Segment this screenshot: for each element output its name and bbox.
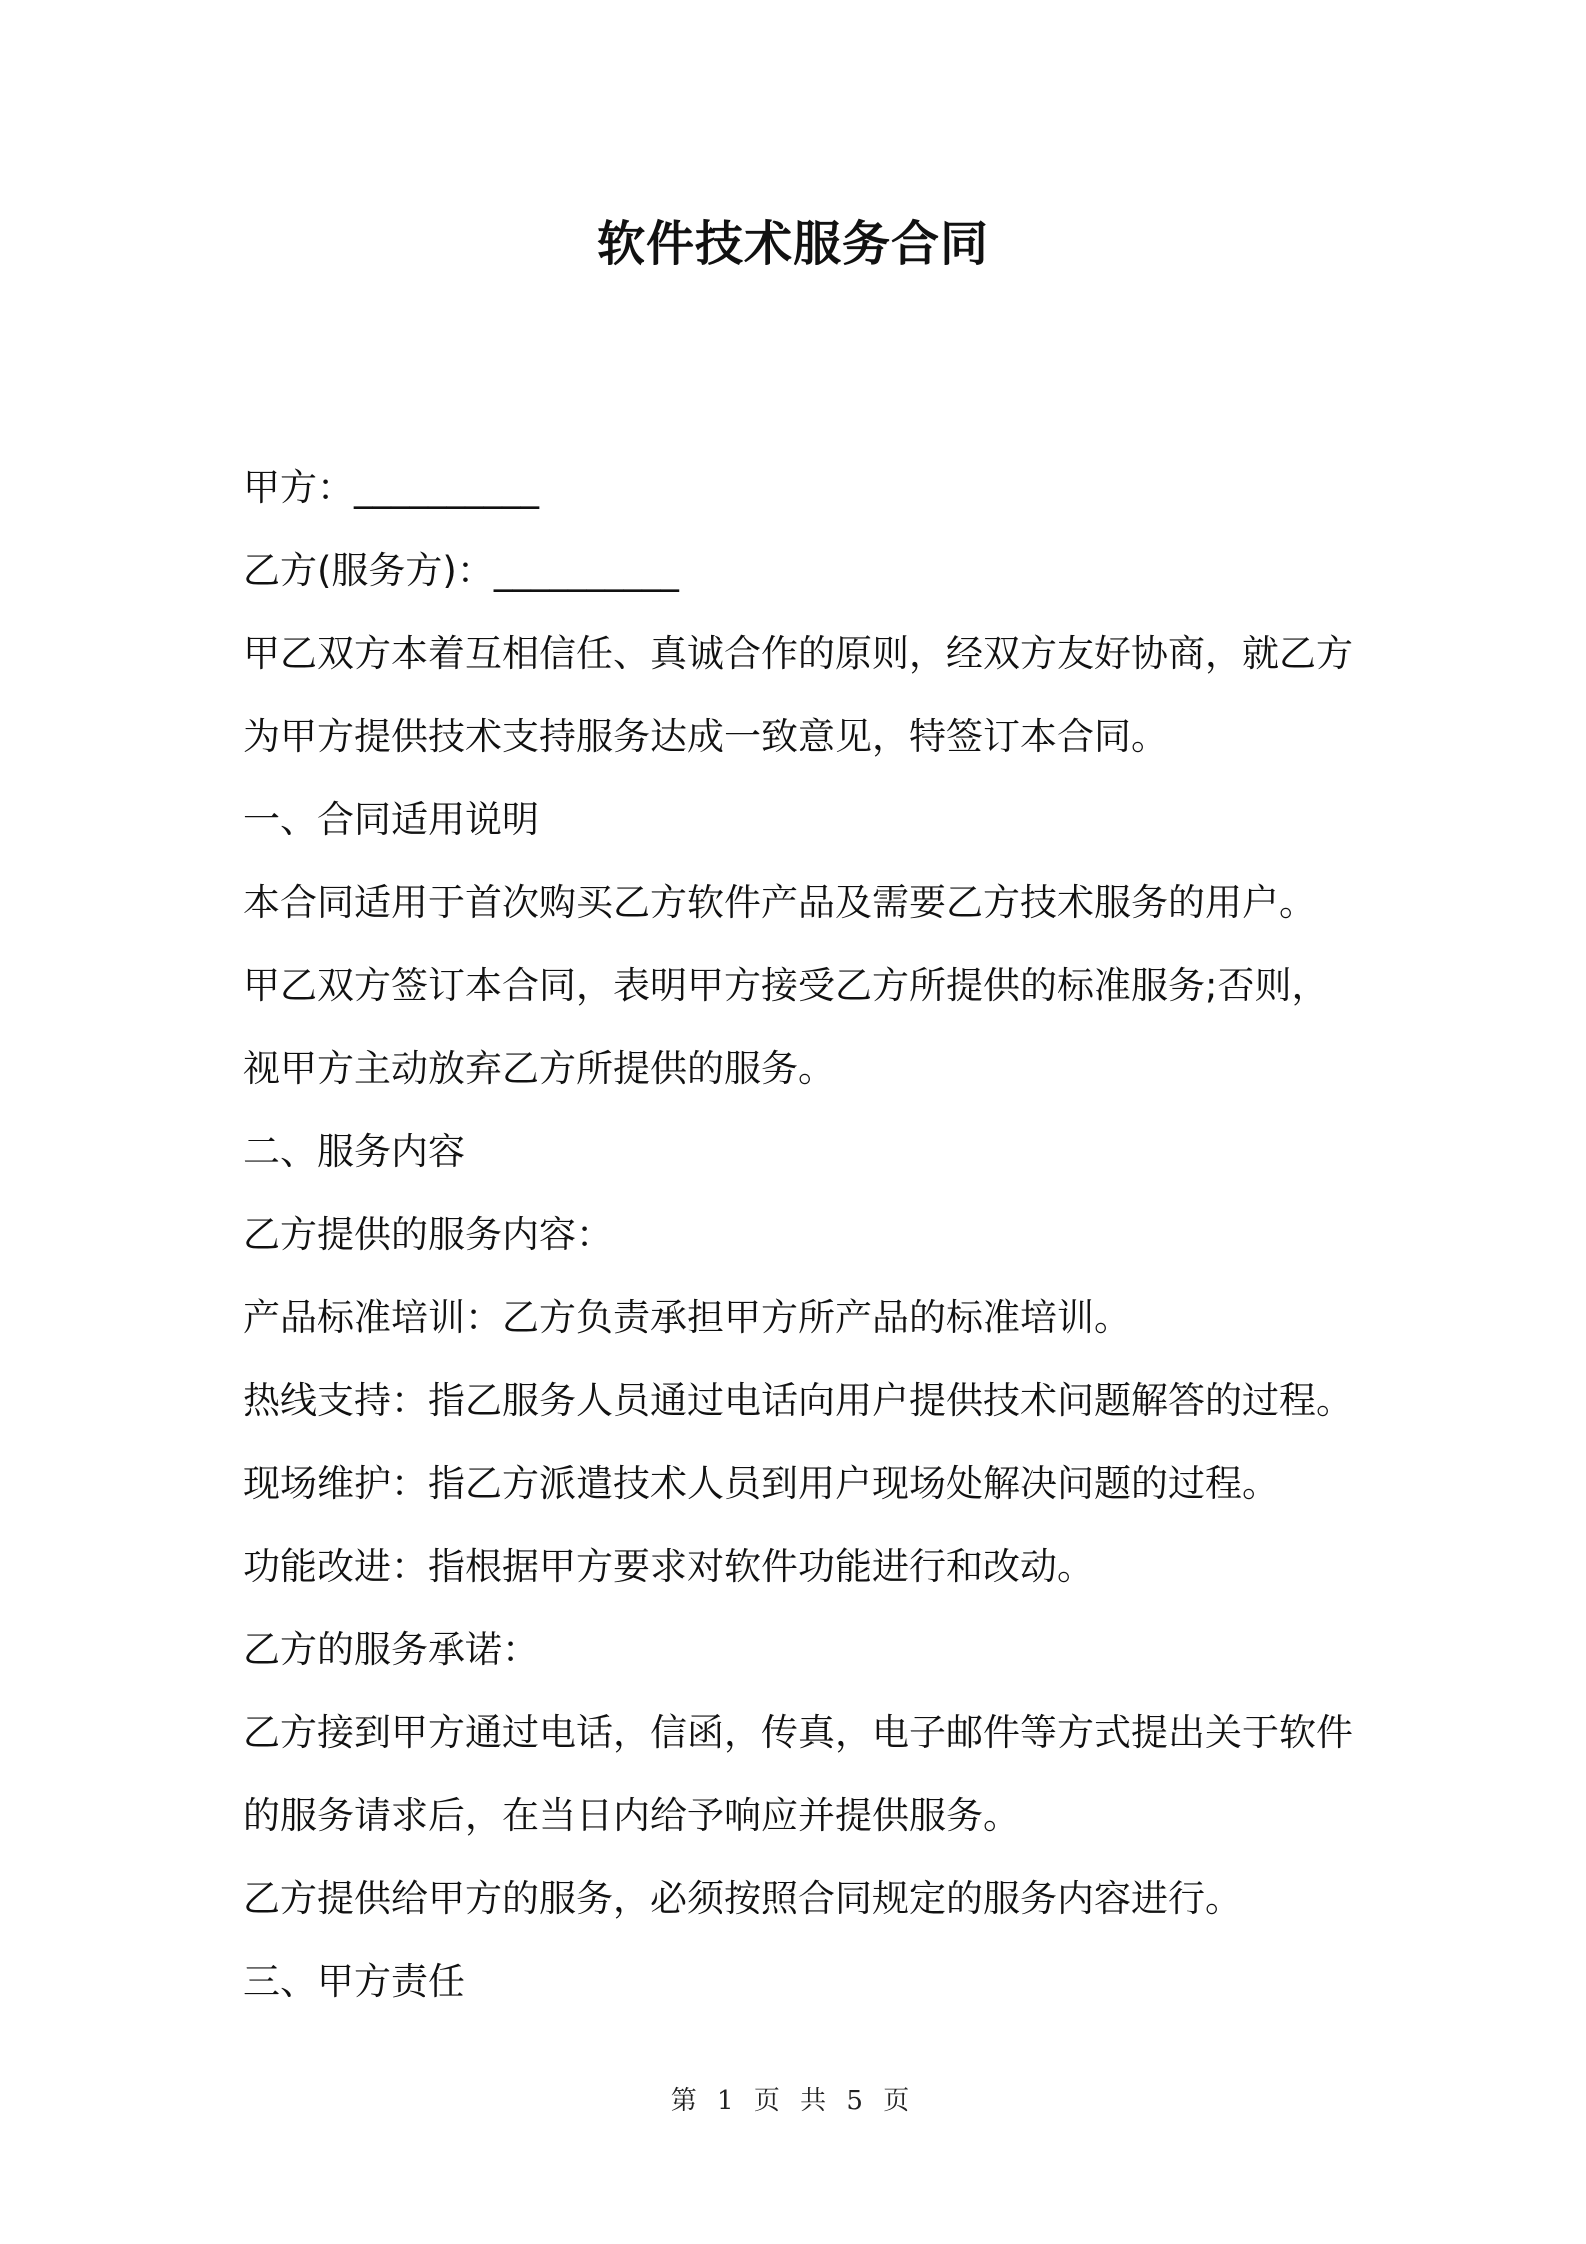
service-item-onsite: 现场维护：指乙方派遣技术人员到用户现场处解决问题的过程。 [243,1462,1279,1505]
service-content-intro: 乙方提供的服务内容： [243,1213,613,1256]
commitment-line-2: 的服务请求后，在当日内给予响应并提供服务。 [243,1794,1020,1837]
document-body [243,446,1363,2023]
preamble-line-2: 为甲方提供技术支持服务达成一致意见，特签订本合同。 [243,715,1168,758]
section-1-paragraph-2-line-1: 甲乙双方签订本合同，表明甲方接受乙方所提供的标准服务;否则， [243,964,1329,1007]
document-title: 软件技术服务合同 [596,216,989,272]
section-1-paragraph-1: 本合同适用于首次购买乙方软件产品及需要乙方技术服务的用户。 [243,881,1316,924]
service-item-improvement: 功能改进：指根据甲方要求对软件功能进行和改动。 [243,1545,1094,1588]
party-a-line: 甲方：__________ [243,466,539,509]
service-item-hotline: 热线支持：指乙服务人员通过电话向用户提供技术问题解答的过程。 [243,1379,1353,1422]
section-heading-2: 二、服务内容 [243,1130,465,1173]
service-commitment-intro: 乙方的服务承诺： [243,1628,539,1671]
page-number-footer: 第 1 页 共 5 页 [670,2086,916,2116]
section-heading-3: 三、甲方责任 [243,1960,465,2003]
party-b-line: 乙方(服务方)：__________ [243,549,679,592]
section-heading-1: 一、合同适用说明 [243,798,539,841]
service-item-training: 产品标准培训：乙方负责承担甲方所产品的标准培训。 [243,1296,1131,1339]
commitment-line-1: 乙方接到甲方通过电话，信函，传真，电子邮件等方式提出关于软件 [243,1711,1353,1754]
preamble-line-1: 甲乙双方本着互相信任、真诚合作的原则，经双方友好协商，就乙方 [243,632,1353,675]
section-1-paragraph-2-line-2: 视甲方主动放弃乙方所提供的服务。 [243,1047,835,1090]
commitment-line-3: 乙方提供给甲方的服务，必须按照合同规定的服务内容进行。 [243,1877,1242,1920]
